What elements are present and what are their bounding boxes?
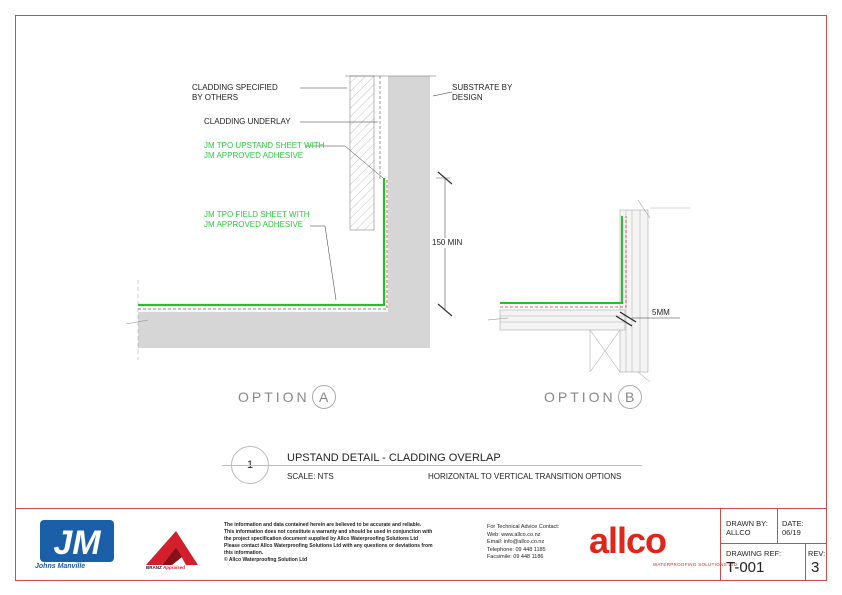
rev-label: REV:: [808, 549, 826, 558]
detail-subtitle: HORIZONTAL TO VERTICAL TRANSITION OPTIONS: [428, 472, 622, 481]
label-substrate: SUBSTRATE BY DESIGN: [452, 83, 513, 102]
option-a-adhesive: [138, 178, 387, 309]
option-a-letter: A: [312, 385, 336, 409]
allco-tagline: WATERPROOFING SOLUTIONS LTD: [653, 562, 738, 567]
option-b-caption: OPTION B: [544, 385, 642, 409]
branz-logo: [142, 527, 202, 569]
option-a-field-sheet: [138, 178, 384, 305]
allco-logo: allco: [589, 520, 667, 561]
label-field-sheet: JM TPO FIELD SHEET WITH JM APPROVED ADHESIVE: [204, 210, 310, 229]
title-rule: [222, 465, 642, 466]
label-upstand-sheet: JM TPO UPSTAND SHEET WITH JM APPROVED ADHESIVE: [204, 141, 325, 160]
branz-caption: BRANZ Appraised: [146, 565, 186, 570]
dimension-5mm: 5MM: [652, 308, 670, 317]
drawing-ref-label: DRAWING REF:: [726, 549, 782, 558]
date: DATE: 06/19: [782, 519, 804, 537]
title-block-divider-v2: [805, 543, 806, 581]
title-block-divider: [720, 543, 827, 544]
technical-contact: For Technical Advice Contact: Web: www.allco.co.nz Email: info@allco.co.nz Telephone: 09 448 1185 Facsimile: 09 448 1186: [487, 524, 560, 560]
label-cladding-specified: CLADDING SPECIFIED BY OTHERS: [192, 83, 278, 102]
option-a-caption: OPTION A: [238, 385, 336, 409]
drawn-by: DRAWN BY: ALLCO: [726, 519, 768, 537]
label-underlay: CLADDING UNDERLAY: [204, 117, 291, 126]
disclaimer: The information and data contained herein are believed to be accurate and reliable. This information does not constitute a warranty and should be used in conjunction with the project specification document supplied by Allco Waterproofing Solutions Ltd Please contact Allco Waterproofing Solutions Ltd with any questions or deviations from this information. © Allco Waterproofing Solution Ltd: [224, 522, 433, 563]
dimension-150-min: 150 MIN: [432, 238, 463, 247]
rev-value: 3: [811, 559, 820, 576]
option-b-letter: B: [618, 385, 642, 409]
detail-scale: SCALE: NTS: [287, 472, 334, 481]
option-b-detail: [488, 200, 690, 382]
detail-title: UPSTAND DETAIL - CLADDING OVERLAP: [287, 452, 501, 464]
svg-text:JM: JM: [53, 524, 101, 562]
drawing-ref-value: T-001: [726, 559, 765, 576]
johns-manville-caption: Johns Manville: [35, 563, 86, 570]
title-block-divider-v1: [777, 508, 778, 543]
